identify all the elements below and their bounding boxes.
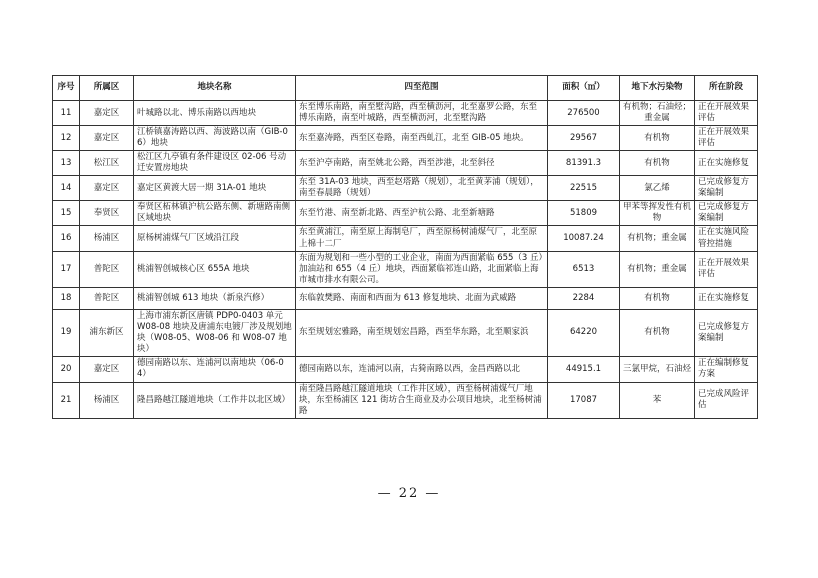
row-site-name: 隆昌路越江隧道地块（工作井以北区域） (134, 382, 296, 418)
table-row (53, 251, 758, 287)
row-stage: 正在实施修复 (695, 151, 758, 176)
row-bounds: 东至 31A-03 地块，西至赵塔路（规划），北至黄茅浦（规划），南至春晨路（规划） (296, 176, 548, 201)
row-bounds: 东至黄浦江，南至原上海制皂厂，西至原杨树浦煤气厂，北至原上棉十二厂 (296, 226, 548, 251)
row-pollutant: 苯 (620, 382, 695, 418)
row-site-name: 桃浦智创城核心区 655A 地块 (134, 251, 296, 287)
row-district: 松江区 (80, 151, 134, 176)
row-index: 15 (53, 201, 80, 226)
row-site-name: 松江区九亭镇有条件建设区 02-06 号动迁安置房地块 (134, 151, 296, 176)
table-row (53, 176, 758, 201)
row-area: 6513 (548, 251, 620, 287)
row-area: 81391.3 (548, 151, 620, 176)
row-district: 嘉定区 (80, 126, 134, 151)
row-index: 19 (53, 309, 80, 356)
row-pollutant: 有机物 (620, 126, 695, 151)
col-header-site-name: 地块名称 (134, 76, 296, 101)
row-stage: 正在实施修复 (695, 287, 758, 309)
row-index: 16 (53, 226, 80, 251)
row-stage: 已完成风险评估 (695, 382, 758, 418)
row-stage: 已完成修复方案编制 (695, 176, 758, 201)
row-pollutant: 有机物；重金属 (620, 226, 695, 251)
row-pollutant: 甲苯等挥发性有机物 (620, 201, 695, 226)
row-index: 20 (53, 356, 80, 382)
row-area: 10087.24 (548, 226, 620, 251)
table-row (53, 201, 758, 226)
row-area: 29567 (548, 126, 620, 151)
row-stage: 正在实施风险管控措施 (695, 226, 758, 251)
row-stage: 已完成修复方案编制 (695, 201, 758, 226)
row-area: 17087 (548, 382, 620, 418)
row-area: 2284 (548, 287, 620, 309)
row-area: 64220 (548, 309, 620, 356)
row-pollutant: 氯乙烯 (620, 176, 695, 201)
table-row (53, 226, 758, 251)
table-row (53, 126, 758, 151)
row-stage: 正在开展效果评估 (695, 126, 758, 151)
row-district: 奉贤区 (80, 201, 134, 226)
row-pollutant: 有机物 (620, 151, 695, 176)
row-stage: 正在开展效果评估 (695, 251, 758, 287)
row-district: 嘉定区 (80, 101, 134, 126)
row-pollutant: 有机物 (620, 287, 695, 309)
row-bounds: 东至博乐南路，南至墅沟路，西至横沥河，北至嘉罗公路，东至博乐南路，南至叶城路，西至横沥河，北至墅沟路 (296, 101, 548, 126)
row-stage: 正在开展效果评估 (695, 101, 758, 126)
row-site-name: 原杨树浦煤气厂区域沿江段 (134, 226, 296, 251)
row-pollutant: 有机物 (620, 309, 695, 356)
row-area: 276500 (548, 101, 620, 126)
row-site-name: 上海市浦东新区唐镇 PDP0-0403 单元 W08-08 地块及唐浦东电镀厂涉及规划地块（W08-05、W08-06 和 W08-07 地块） (134, 309, 296, 356)
row-site-name: 江桥镇嘉涛路以西、海波路以南（GIB-06）地块 (134, 126, 296, 151)
table-row (53, 151, 758, 176)
row-district: 杨浦区 (80, 226, 134, 251)
row-bounds: 东至嘉涛路，西至区卷路，南至西虬江，北至 GIB-05 地块。 (296, 126, 548, 151)
col-header-area: 面积（㎡） (548, 76, 620, 101)
row-site-name: 嘉定区黄渡大居一期 31A-01 地块 (134, 176, 296, 201)
table-row (53, 382, 758, 418)
row-index: 13 (53, 151, 80, 176)
row-stage: 正在编制修复方案 (695, 356, 758, 382)
table-row (53, 309, 758, 356)
col-header-district: 所属区 (80, 76, 134, 101)
row-site-name: 奉贤区柘林镇沪杭公路东侧、新塘路南侧区域地块 (134, 201, 296, 226)
header-row (53, 76, 758, 101)
row-index: 12 (53, 126, 80, 151)
row-district: 普陀区 (80, 287, 134, 309)
row-area: 51809 (548, 201, 620, 226)
row-district: 杨浦区 (80, 382, 134, 418)
row-bounds: 东至竹港、南至新北路、西至沪杭公路、北至新塘路 (296, 201, 548, 226)
row-district: 普陀区 (80, 251, 134, 287)
row-index: 17 (53, 251, 80, 287)
row-index: 14 (53, 176, 80, 201)
row-pollutant: 有机物；石油烃；重金属 (620, 101, 695, 126)
col-header-bounds: 四至范围 (296, 76, 548, 101)
col-header-index: 序号 (53, 76, 80, 101)
row-site-name: 叶城路以北、博乐南路以西地块 (134, 101, 296, 126)
row-bounds: 德园南路以东，连浦河以南，古猗南路以西，金昌西路以北 (296, 356, 548, 382)
row-index: 21 (53, 382, 80, 418)
table-row (53, 101, 758, 126)
row-area: 44915.1 (548, 356, 620, 382)
row-site-name: 桃浦智创城 613 地块（新泉汽修） (134, 287, 296, 309)
col-header-pollutant: 地下水污染物 (620, 76, 695, 101)
row-bounds: 东至规划宏雅路，南至规划宏昌路，西至华东路，北至顺家浜 (296, 309, 548, 356)
table-row (53, 287, 758, 309)
row-bounds: 东面为规划和一些小型的工业企业，南面为西面紧临 655（3 丘）加油站和 655（4 丘）地块，西面紧临祁连山路，北面紧临上海市城市排水有限公司。 (296, 251, 548, 287)
row-bounds: 东至沪亭南路，南至姚北公路，西至涉港，北至斜径 (296, 151, 548, 176)
row-area: 22515 (548, 176, 620, 201)
row-site-name: 德园南路以东、连浦河以南地块（06-04） (134, 356, 296, 382)
table-row (53, 356, 758, 382)
row-bounds: 东临敦樊路、南面和西面为 613 修复地块、北面为武威路 (296, 287, 548, 309)
row-pollutant: 有机物；重金属 (620, 251, 695, 287)
page-number: — 22 — (377, 486, 441, 501)
col-header-stage: 所在阶段 (695, 76, 758, 101)
row-index: 11 (53, 101, 80, 126)
row-pollutant: 三氯甲烷，石油烃 (620, 356, 695, 382)
site-table (52, 75, 758, 419)
row-district: 嘉定区 (80, 176, 134, 201)
row-district: 浦东新区 (80, 309, 134, 356)
row-district: 嘉定区 (80, 356, 134, 382)
row-bounds: 南至隆昌路越江隧道地块（工作井区域），西至杨树浦煤气厂地块，东至杨浦区 121 街坊合生商业及办公项目地块，北至杨树浦路 (296, 382, 548, 418)
row-index: 18 (53, 287, 80, 309)
row-stage: 已完成修复方案编制 (695, 309, 758, 356)
